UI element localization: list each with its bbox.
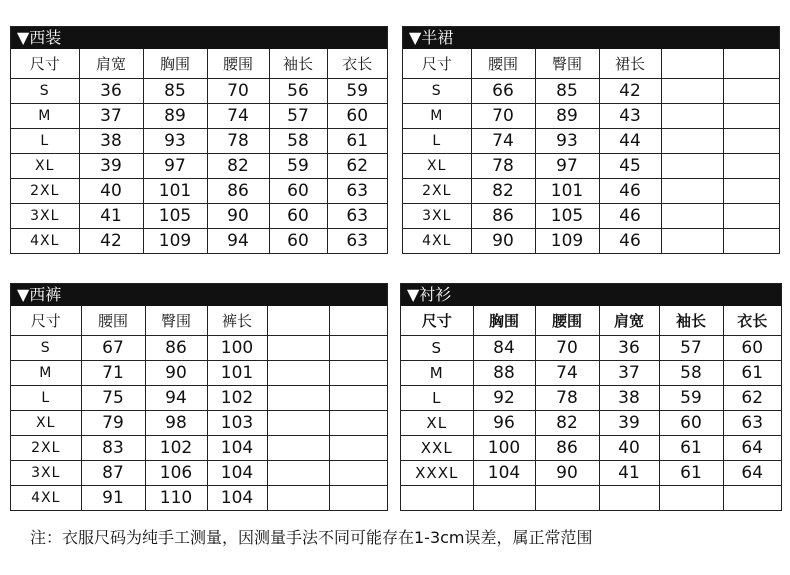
suit-value-cell: 74 <box>207 104 269 129</box>
shirt-value-cell: 104 <box>473 461 535 486</box>
table-row <box>401 336 781 361</box>
skirt-value-cell <box>661 179 723 204</box>
suit-value-cell: 60 <box>269 179 327 204</box>
table-row <box>11 204 387 229</box>
shirt-value-cell: 100 <box>473 436 535 461</box>
skirt-value-cell: 82 <box>471 179 535 204</box>
shirt-value-cell: 38 <box>599 386 659 411</box>
skirt-value-cell <box>723 104 779 129</box>
table-row <box>11 461 387 486</box>
table-row <box>11 336 387 361</box>
skirt-header-cell <box>723 49 779 79</box>
shirt-value-cell: 61 <box>659 461 723 486</box>
shirt-table-title: ▼衬衫 <box>401 284 781 306</box>
suit-value-cell: 105 <box>143 204 207 229</box>
pants-value-cell <box>329 336 387 361</box>
shirt-value-cell: 40 <box>599 436 659 461</box>
shirt-value-cell: 90 <box>535 461 599 486</box>
shirt-value-cell <box>599 486 659 511</box>
table-row <box>401 486 781 511</box>
table-row <box>401 411 781 436</box>
skirt-value-cell: 45 <box>599 154 661 179</box>
shirt-header-cell: 尺寸 <box>401 306 473 336</box>
shirt-value-cell: 60 <box>659 411 723 436</box>
pants-value-cell <box>329 436 387 461</box>
table-row <box>403 129 779 154</box>
suit-value-cell: 37 <box>79 104 143 129</box>
shirt-value-cell: 82 <box>535 411 599 436</box>
suit-value-cell: 60 <box>269 229 327 254</box>
table-row <box>403 104 779 129</box>
pants-table-title: ▼西裤 <box>11 284 387 306</box>
suit-value-cell: 59 <box>327 79 387 104</box>
skirt-header-cell: 尺寸 <box>403 49 471 79</box>
skirt-value-cell: 86 <box>471 204 535 229</box>
skirt-value-cell <box>661 129 723 154</box>
pants-value-cell: 110 <box>145 486 207 511</box>
pants-header-cell: 尺寸 <box>11 306 81 336</box>
skirt-value-cell: 46 <box>599 179 661 204</box>
table-row <box>11 229 387 254</box>
pants-value-cell <box>267 436 329 461</box>
suit-value-cell: 41 <box>79 204 143 229</box>
pants-value-cell: 94 <box>145 386 207 411</box>
shirt-value-cell: 61 <box>723 361 781 386</box>
pants-header-cell: 臀围 <box>145 306 207 336</box>
pants-value-cell: 67 <box>81 336 145 361</box>
skirt-size-label: 3XL <box>403 204 471 229</box>
suit-header-row <box>11 49 387 79</box>
suit-value-cell: 40 <box>79 179 143 204</box>
shirt-value-cell: 64 <box>723 436 781 461</box>
pants-value-cell <box>267 411 329 436</box>
skirt-table-grid <box>403 49 779 253</box>
shirt-value-cell: 61 <box>659 436 723 461</box>
skirt-header-row <box>403 49 779 79</box>
skirt-value-cell: 101 <box>535 179 599 204</box>
pants-value-cell <box>267 386 329 411</box>
skirt-value-cell <box>661 79 723 104</box>
skirt-size-table <box>402 26 780 254</box>
skirt-value-cell <box>723 204 779 229</box>
pants-value-cell: 91 <box>81 486 145 511</box>
suit-size-label: 4XL <box>11 229 79 254</box>
suit-header-cell: 胸围 <box>143 49 207 79</box>
skirt-value-cell <box>661 204 723 229</box>
suit-value-cell: 58 <box>269 129 327 154</box>
pants-value-cell: 101 <box>207 361 267 386</box>
skirt-header-cell: 裙长 <box>599 49 661 79</box>
pants-header-cell: 裤长 <box>207 306 267 336</box>
skirt-value-cell <box>723 79 779 104</box>
suit-header-cell: 袖长 <box>269 49 327 79</box>
pants-value-cell: 102 <box>145 436 207 461</box>
skirt-value-cell: 93 <box>535 129 599 154</box>
shirt-value-cell: 60 <box>723 336 781 361</box>
shirt-size-label: M <box>401 361 473 386</box>
shirt-value-cell: 78 <box>535 386 599 411</box>
skirt-value-cell <box>723 229 779 254</box>
shirt-value-cell: 57 <box>659 336 723 361</box>
suit-value-cell: 82 <box>207 154 269 179</box>
pants-value-cell: 83 <box>81 436 145 461</box>
suit-value-cell: 61 <box>327 129 387 154</box>
skirt-value-cell: 89 <box>535 104 599 129</box>
skirt-value-cell: 44 <box>599 129 661 154</box>
suit-value-cell: 38 <box>79 129 143 154</box>
suit-value-cell: 93 <box>143 129 207 154</box>
suit-value-cell: 86 <box>207 179 269 204</box>
pants-value-cell: 87 <box>81 461 145 486</box>
pants-value-cell <box>267 336 329 361</box>
skirt-value-cell <box>661 104 723 129</box>
skirt-value-cell: 46 <box>599 229 661 254</box>
skirt-value-cell: 78 <box>471 154 535 179</box>
suit-value-cell: 70 <box>207 79 269 104</box>
suit-value-cell: 101 <box>143 179 207 204</box>
shirt-value-cell: 37 <box>599 361 659 386</box>
pants-value-cell <box>267 361 329 386</box>
suit-value-cell: 94 <box>207 229 269 254</box>
shirt-size-label: XXL <box>401 436 473 461</box>
shirt-value-cell: 62 <box>723 386 781 411</box>
pants-value-cell: 104 <box>207 436 267 461</box>
table-row <box>11 386 387 411</box>
pants-value-cell: 104 <box>207 461 267 486</box>
shirt-header-cell: 袖长 <box>659 306 723 336</box>
skirt-value-cell <box>723 179 779 204</box>
skirt-value-cell <box>723 154 779 179</box>
pants-size-label: M <box>11 361 81 386</box>
pants-value-cell: 98 <box>145 411 207 436</box>
suit-table-grid <box>11 49 387 253</box>
skirt-value-cell: 42 <box>599 79 661 104</box>
skirt-value-cell: 46 <box>599 204 661 229</box>
suit-value-cell: 62 <box>327 154 387 179</box>
pants-header-cell <box>267 306 329 336</box>
shirt-header-cell: 衣长 <box>723 306 781 336</box>
suit-value-cell: 109 <box>143 229 207 254</box>
shirt-size-label: L <box>401 386 473 411</box>
shirt-value-cell: 39 <box>599 411 659 436</box>
suit-value-cell: 63 <box>327 204 387 229</box>
pants-value-cell: 103 <box>207 411 267 436</box>
pants-value-cell: 90 <box>145 361 207 386</box>
suit-value-cell: 89 <box>143 104 207 129</box>
shirt-table-grid <box>401 306 781 510</box>
table-row <box>401 461 781 486</box>
shirt-value-cell: 86 <box>535 436 599 461</box>
shirt-value-cell: 84 <box>473 336 535 361</box>
pants-value-cell <box>329 461 387 486</box>
suit-value-cell: 60 <box>327 104 387 129</box>
suit-header-cell: 尺寸 <box>11 49 79 79</box>
skirt-value-cell: 74 <box>471 129 535 154</box>
skirt-value-cell: 43 <box>599 104 661 129</box>
pants-size-table <box>10 283 388 511</box>
table-row <box>11 129 387 154</box>
pants-value-cell: 75 <box>81 386 145 411</box>
pants-value-cell <box>329 361 387 386</box>
suit-size-label: XL <box>11 154 79 179</box>
table-row <box>11 361 387 386</box>
measurement-note: 注：衣服尺码为纯手工测量，因测量手法不同可能存在1-3cm误差，属正常范围 <box>30 528 593 547</box>
suit-header-cell: 衣长 <box>327 49 387 79</box>
pants-size-label: 4XL <box>11 486 81 511</box>
pants-value-cell <box>329 486 387 511</box>
table-row <box>401 361 781 386</box>
suit-value-cell: 42 <box>79 229 143 254</box>
skirt-value-cell: 97 <box>535 154 599 179</box>
table-row <box>11 104 387 129</box>
shirt-value-cell <box>659 486 723 511</box>
table-row <box>403 154 779 179</box>
shirt-value-cell: 63 <box>723 411 781 436</box>
shirt-size-label <box>401 486 473 511</box>
table-row <box>403 179 779 204</box>
pants-header-row <box>11 306 387 336</box>
skirt-header-cell: 腰围 <box>471 49 535 79</box>
skirt-size-label: S <box>403 79 471 104</box>
suit-value-cell: 56 <box>269 79 327 104</box>
pants-value-cell: 100 <box>207 336 267 361</box>
shirt-size-table <box>400 283 782 511</box>
pants-value-cell <box>267 461 329 486</box>
skirt-value-cell: 105 <box>535 204 599 229</box>
shirt-size-label: XL <box>401 411 473 436</box>
shirt-value-cell: 36 <box>599 336 659 361</box>
suit-value-cell: 90 <box>207 204 269 229</box>
suit-size-label: 3XL <box>11 204 79 229</box>
skirt-value-cell <box>661 154 723 179</box>
suit-value-cell: 85 <box>143 79 207 104</box>
skirt-value-cell <box>723 129 779 154</box>
table-row <box>403 79 779 104</box>
pants-table-grid <box>11 306 387 510</box>
shirt-value-cell: 70 <box>535 336 599 361</box>
shirt-value-cell: 41 <box>599 461 659 486</box>
shirt-value-cell: 59 <box>659 386 723 411</box>
suit-value-cell: 63 <box>327 179 387 204</box>
skirt-value-cell: 109 <box>535 229 599 254</box>
shirt-header-row <box>401 306 781 336</box>
skirt-value-cell: 66 <box>471 79 535 104</box>
suit-value-cell: 39 <box>79 154 143 179</box>
suit-value-cell: 59 <box>269 154 327 179</box>
shirt-value-cell <box>535 486 599 511</box>
pants-header-cell <box>329 306 387 336</box>
skirt-size-label: L <box>403 129 471 154</box>
suit-size-label: L <box>11 129 79 154</box>
skirt-size-label: 2XL <box>403 179 471 204</box>
pants-size-label: 2XL <box>11 436 81 461</box>
skirt-header-cell <box>661 49 723 79</box>
shirt-value-cell: 96 <box>473 411 535 436</box>
shirt-value-cell: 74 <box>535 361 599 386</box>
shirt-value-cell <box>473 486 535 511</box>
pants-size-label: XL <box>11 411 81 436</box>
skirt-size-label: XL <box>403 154 471 179</box>
table-row <box>403 229 779 254</box>
skirt-value-cell: 90 <box>471 229 535 254</box>
skirt-value-cell: 70 <box>471 104 535 129</box>
suit-value-cell: 57 <box>269 104 327 129</box>
pants-size-label: S <box>11 336 81 361</box>
table-row <box>403 204 779 229</box>
shirt-header-cell: 胸围 <box>473 306 535 336</box>
pants-value-cell: 106 <box>145 461 207 486</box>
skirt-size-label: M <box>403 104 471 129</box>
suit-size-label: M <box>11 104 79 129</box>
shirt-value-cell: 92 <box>473 386 535 411</box>
table-row <box>11 79 387 104</box>
pants-value-cell: 79 <box>81 411 145 436</box>
pants-value-cell <box>329 411 387 436</box>
skirt-size-label: 4XL <box>403 229 471 254</box>
shirt-value-cell: 58 <box>659 361 723 386</box>
pants-header-cell: 腰围 <box>81 306 145 336</box>
table-row <box>11 154 387 179</box>
shirt-header-cell: 腰围 <box>535 306 599 336</box>
pants-size-label: 3XL <box>11 461 81 486</box>
pants-value-cell: 104 <box>207 486 267 511</box>
table-row <box>11 436 387 461</box>
suit-table-title: ▼西装 <box>11 27 387 49</box>
suit-header-cell: 腰围 <box>207 49 269 79</box>
skirt-value-cell <box>661 229 723 254</box>
shirt-header-cell: 肩宽 <box>599 306 659 336</box>
suit-value-cell: 97 <box>143 154 207 179</box>
pants-value-cell <box>267 486 329 511</box>
suit-size-label: 2XL <box>11 179 79 204</box>
suit-value-cell: 36 <box>79 79 143 104</box>
shirt-size-label: S <box>401 336 473 361</box>
suit-size-table <box>10 26 388 254</box>
pants-size-label: L <box>11 386 81 411</box>
pants-value-cell: 71 <box>81 361 145 386</box>
suit-value-cell: 63 <box>346 231 369 251</box>
pants-value-cell <box>329 386 387 411</box>
shirt-value-cell: 64 <box>723 461 781 486</box>
suit-value-cell: 60 <box>269 204 327 229</box>
suit-header-cell: 肩宽 <box>79 49 143 79</box>
table-row <box>401 436 781 461</box>
suit-value-cell: 78 <box>207 129 269 154</box>
shirt-value-cell <box>723 486 781 511</box>
table-row <box>11 179 387 204</box>
skirt-header-cell: 臀围 <box>535 49 599 79</box>
table-row <box>401 386 781 411</box>
shirt-size-label: XXXL <box>401 461 473 486</box>
suit-size-label: S <box>11 79 79 104</box>
pants-value-cell: 86 <box>145 336 207 361</box>
pants-value-cell: 102 <box>207 386 267 411</box>
table-row <box>11 486 387 511</box>
skirt-value-cell: 85 <box>535 79 599 104</box>
table-row <box>11 411 387 436</box>
shirt-value-cell: 88 <box>473 361 535 386</box>
skirt-table-title: ▼半裙 <box>403 27 779 49</box>
